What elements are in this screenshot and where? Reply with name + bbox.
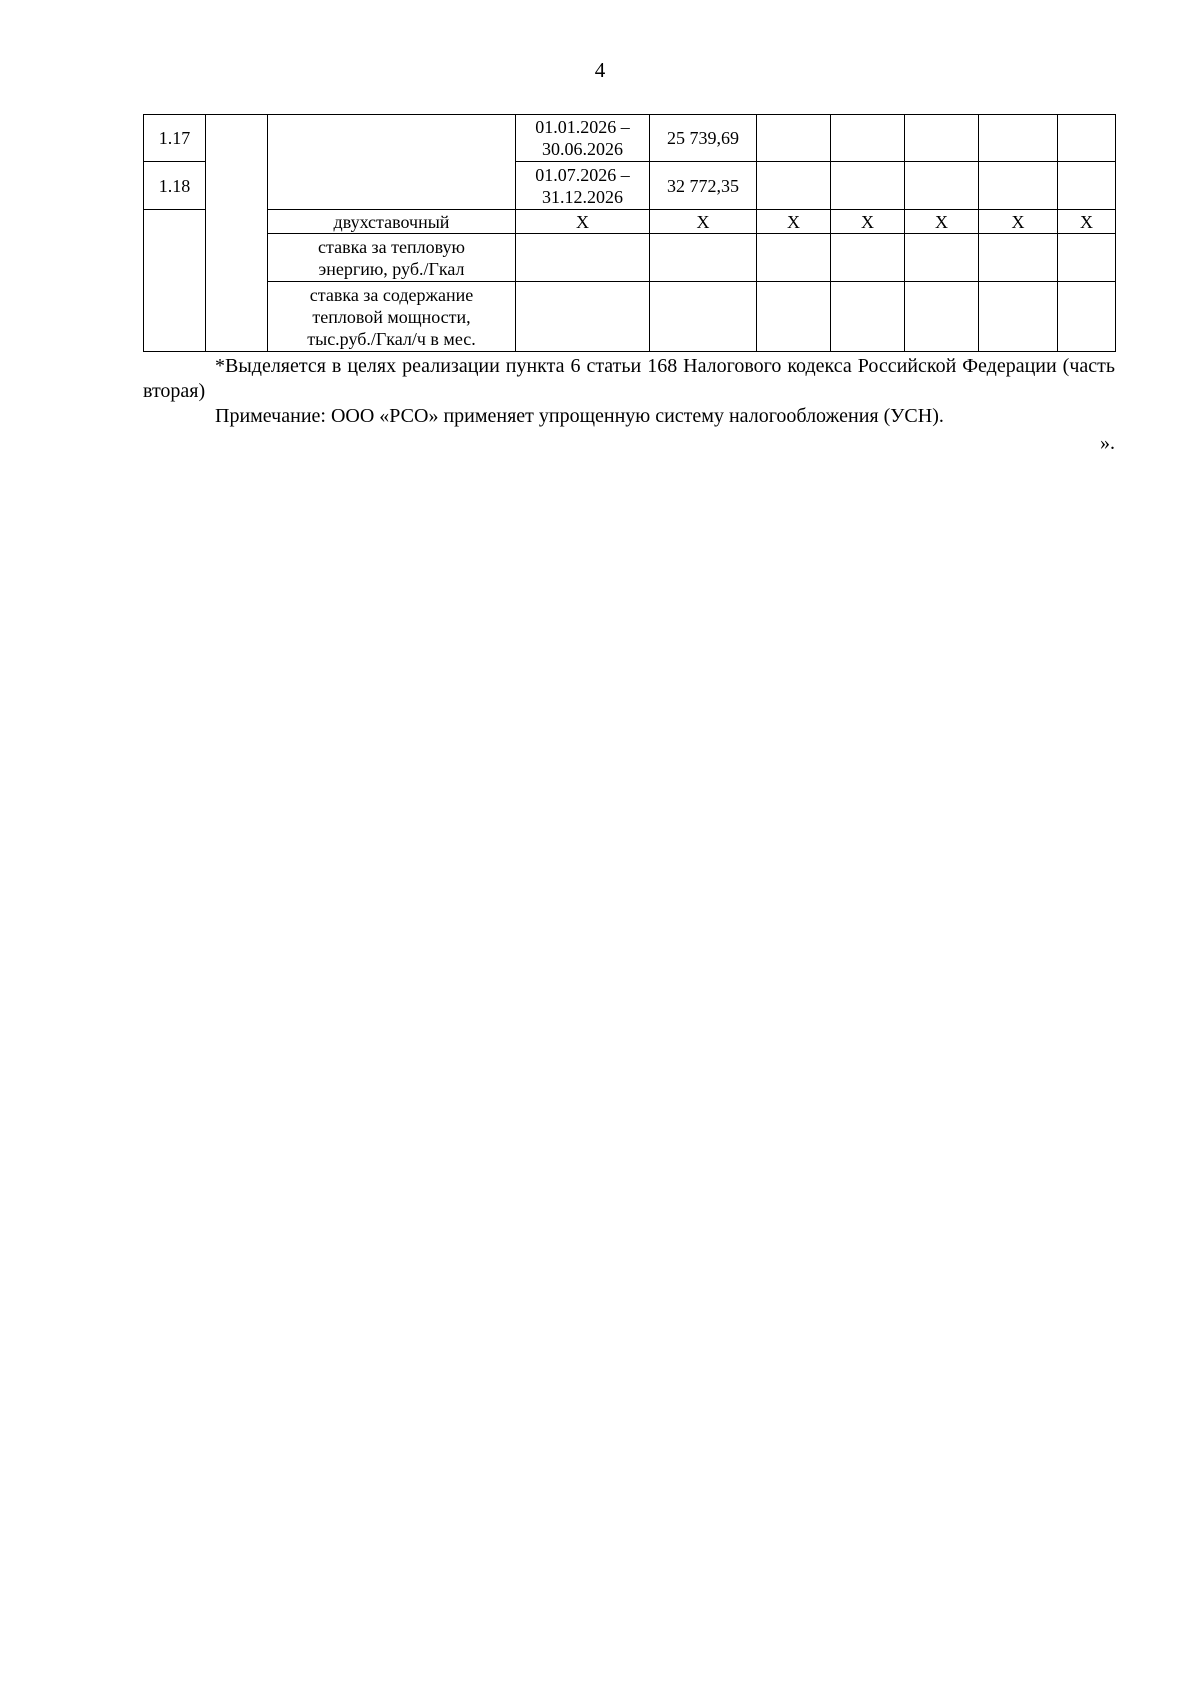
period-text: 01.01.2026 – 30.06.2026 [535,117,630,159]
empty-cell [1058,282,1116,352]
empty-cell [144,210,206,352]
empty-cell [979,162,1058,210]
capacity-rate-cell [268,282,516,352]
empty-cell [1058,115,1116,162]
period-cell [516,115,650,162]
period-cell [516,162,650,210]
remark: Примечание: ООО «РСО» применяет упрощенную систему налогообложения (УСН). [215,405,944,427]
table-row [144,282,1116,352]
empty-cell [516,282,650,352]
energy-rate-label: ставка за тепловую энергию, руб./Гкал [318,236,465,279]
tariff-table [143,114,1116,352]
page-number: 4 [594,58,606,82]
x-mark: X [905,210,979,234]
empty-cell [516,234,650,282]
empty-cell [831,162,905,210]
empty-cell [831,282,905,352]
empty-cell [831,234,905,282]
empty-cell [268,115,516,210]
x-mark: X [757,210,831,234]
empty-cell [979,115,1058,162]
tariff-value: 32 772,35 [650,162,757,210]
capacity-rate-label: ставка за содержание тепловой мощности, тыс.руб./Гкал/ч в мес. [307,284,476,349]
notes [143,354,1115,456]
empty-cell [650,234,757,282]
period-text: 01.07.2026 – 31.12.2026 [535,164,630,207]
x-mark: X [831,210,905,234]
table-row [144,115,1116,162]
empty-cell [650,282,757,352]
row-number: 1.17 [144,115,206,162]
empty-cell [757,282,831,352]
x-mark: X [979,210,1058,234]
two-rate-label: двухставочный [268,210,516,234]
table-row [144,210,1116,234]
empty-cell [1058,162,1116,210]
empty-cell [905,282,979,352]
table-row [144,234,1116,282]
empty-cell [757,234,831,282]
empty-cell [206,115,268,352]
x-mark: X [1058,210,1116,234]
empty-cell [905,162,979,210]
empty-cell [905,115,979,162]
tariff-value: 25 739,69 [650,115,757,162]
footnote: *Выделяется в целях реализации пункта 6 статьи 168 Налогового кодекса Российской Федерации (часть вторая) [143,355,1115,402]
empty-cell [979,234,1058,282]
empty-cell [757,162,831,210]
closing-quote: ». [1100,432,1115,454]
empty-cell [1058,234,1116,282]
empty-cell [757,115,831,162]
energy-rate-cell [268,234,516,282]
x-mark: X [650,210,757,234]
x-mark: X [516,210,650,234]
row-number: 1.18 [144,162,206,210]
empty-cell [905,234,979,282]
empty-cell [979,282,1058,352]
empty-cell [831,115,905,162]
